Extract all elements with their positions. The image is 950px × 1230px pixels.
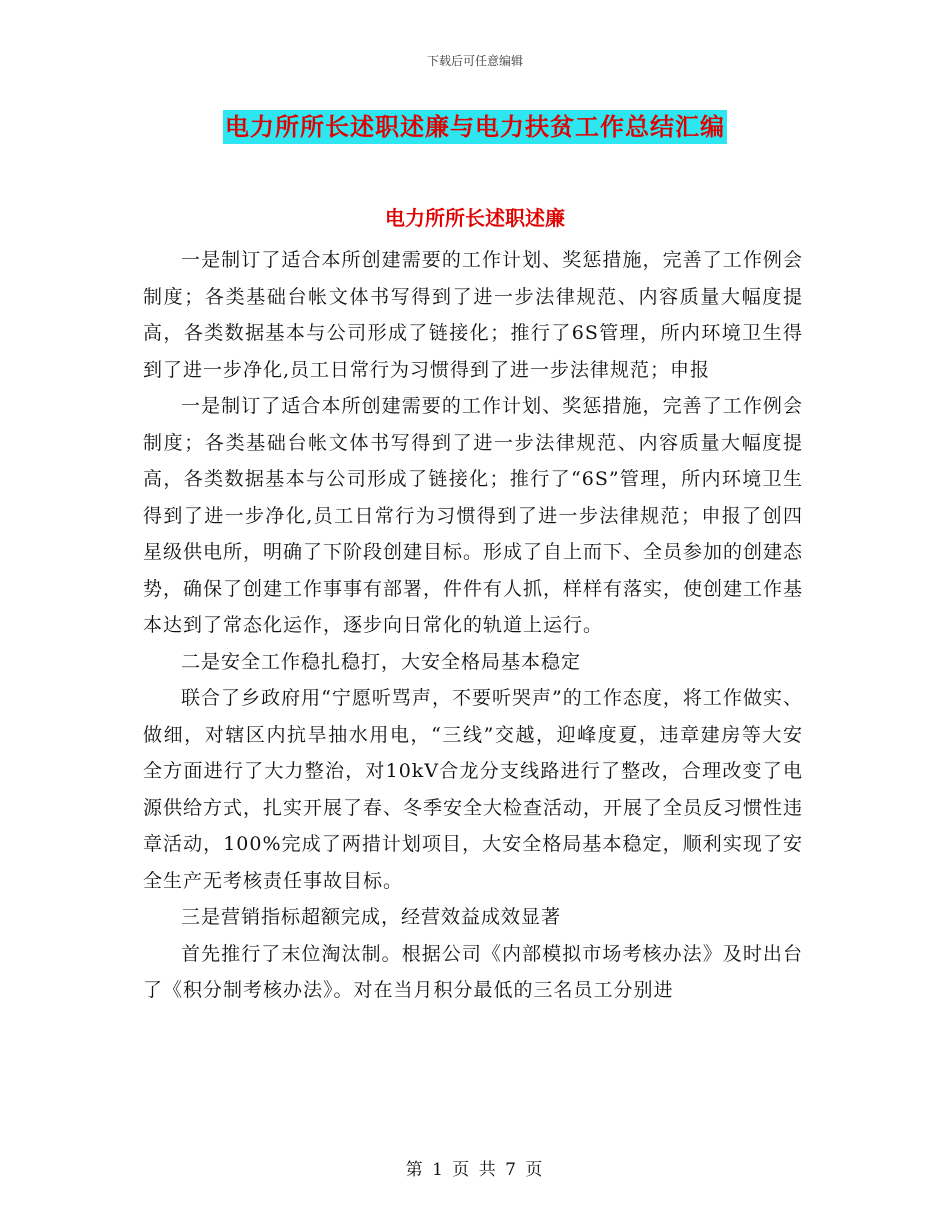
document-title: 电力所所长述职述廉与电力扶贫工作总结汇编 xyxy=(223,110,727,144)
section-title: 电力所所长述职述廉 xyxy=(385,206,565,230)
paragraph: 首先推行了末位淘汰制。根据公司《内部模拟市场考核办法》及时出台了《积分制考核办法》。对在当月积分最低的三名员工分别进 xyxy=(143,942,803,1001)
document-body xyxy=(143,242,803,1009)
paragraph: 一是制订了适合本所创建需要的工作计划、奖惩措施，完善了工作例会制度；各类基础台帐文体书写得到了进一步法律规范、内容质量大幅度提高，各类数据基本与公司形成了链接化；推行了6S管理，所内环境卫生得到了进一步净化,员工日常行为习惯得到了进一步法律规范；申报 xyxy=(143,249,803,381)
header-note: 下载后可任意编辑 xyxy=(426,54,523,68)
paragraph: 一是制订了适合本所创建需要的工作计划、奖惩措施，完善了工作例会制度；各类基础台帐文体书写得到了进一步法律规范、内容质量大幅度提高，各类数据基本与公司形成了链接化；推行了“6S”管理，所内环境卫生得到了进一步净化,员工日常行为习惯得到了进一步法律规范；申报了创四星级供电所，明确了下阶段创建目标。形成了自上而下、全员参加的创建态势，确保了创建工作事事有部署，件件有人抓，样样有落实，使创建工作基本达到了常态化运作，逐步向日常化的轨道上运行。 xyxy=(143,395,804,636)
page-footer: 第 1 页 共 7 页 xyxy=(405,1160,545,1180)
title-block xyxy=(0,110,950,144)
paragraph: 联合了乡政府用“宁愿听骂声，不要听哭声”的工作态度，将工作做实、做细，对辖区内抗旱抽水用电，“三线”交越，迎峰度夏，违章建房等大安全方面进行了大力整治，对10kV合龙分支线路进行了整改，合理改变了电源供给方式，扎实开展了春、冬季安全大检查活动，开展了全员反习惯性违章活动，100%完成了两措计划项目，大安全格局基本稳定，顺利实现了安全生产无考核责任事故目标。 xyxy=(143,687,804,892)
paragraph-heading: 三是营销指标超额完成，经营效益成效显著 xyxy=(181,906,562,928)
paragraph-heading: 二是安全工作稳扎稳打，大安全格局基本稳定 xyxy=(181,650,582,673)
